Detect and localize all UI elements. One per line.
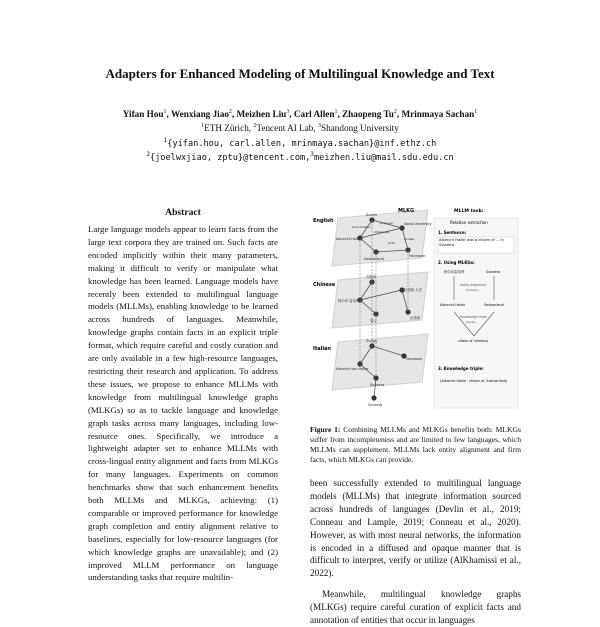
author-name: Meizhen Liu$^3$ [236, 109, 290, 120]
author-name: Wenxiang Jiao$^2$ [170, 109, 232, 120]
node-en-albrecht-label: Albrecht Haller [336, 237, 362, 241]
body-text [310, 477, 521, 627]
lang-english: English [313, 218, 334, 224]
edge-en-work-location: work location [352, 225, 371, 229]
node-it-svizzera-2-label: Svizzera [368, 403, 383, 407]
citizen-of-label: citizen of (relation) [458, 339, 489, 343]
node-zh-university-label: 汉诺威 大学 [404, 288, 423, 292]
author-name: Carl Allen$^1$ [293, 109, 338, 120]
task-subtitle: Relation extraction [450, 220, 488, 225]
node-it-zurigo-label: Zurigo [366, 339, 378, 343]
affiliation-name: ETH Zürich [204, 123, 249, 134]
body-paragraph-1: been successfully extended to multilingual language models (MLLMs) that integrate information sourced across hundreds of languages (Devlin et al., 2019; Conneau and Lample, 2019; Conneau et al., 2020). However, as with most neural networks, the information is encoded in a diffused and opaque manner that is difficult to interpret, verify or utilize (AlKhamissi et al., 2022). [310, 478, 521, 579]
step-2-label: 2. Using MLKGs: [438, 260, 475, 265]
paper-title: Adapters for Enhanced Modeling of Multilingual Knowledge and Text [105, 66, 495, 81]
node-it-hannover-label: Hannover [406, 357, 423, 361]
edge-en-located: located [404, 237, 415, 241]
affiliation-name: Tencent AI Lab [256, 123, 314, 134]
email-line-2: $^2${joelwxjiao, zptu}@tencent.com,$^3$meizhen.liu@mail.sdu.edu.cn [146, 151, 454, 163]
affiliation-name: Shandong University [321, 123, 399, 134]
figure-1 [310, 200, 520, 420]
node-en-zurich-label: Zurich [366, 213, 377, 217]
figure-caption: Figure 1: Combining MLLMs and MLKGs benefits both: MLKGs suffer from incompleteness and are limited to few languages, which MLLMs can supplement. MLLMs lack entity alignment and firm facts, which MLKGs can provide. [310, 425, 521, 464]
en-switzerland-label: Switzerland [484, 303, 504, 307]
alignment-sub-label: (hidden) [466, 288, 479, 292]
triple-text: (Albrecht Haller, citizen of, Switzerland) [440, 379, 508, 383]
figure-1-diagram [310, 200, 520, 420]
edge-en-birth: birth [388, 241, 395, 245]
author-name: Yifan Hou$^1$ [122, 109, 167, 120]
node-en-hannover-label: Hannover [409, 254, 426, 258]
email-line-1: $^1${yifan.hou, carl.allen, mrinmaya.sachan}@inf.ethz.ch [163, 137, 437, 149]
sentence-text: Albrecht Haller was a citizen of ... in Svizzera. [439, 238, 504, 247]
node-en-university-label: Swiss University [404, 222, 432, 226]
en-albrecht-label: Albrecht Haller [440, 303, 466, 307]
body-paragraph-2: Meanwhile, multilingual knowledge graphs (MLKGs) require careful curation of explicit facts and annotation of entities that occur in languages [310, 589, 521, 626]
step-1-label: 1. Sentence: [438, 230, 467, 235]
knowledge-triple-label: Knowledge triple [460, 315, 487, 319]
edge-en-employer: employer [380, 221, 394, 225]
node-zh-hannover-label: 汉诺威 [410, 316, 421, 320]
abstract-heading: Abstract [165, 207, 201, 218]
abstract-text: Large language models appear to learn facts from the large text corpora they are trained on. Such facts are encoded implicitly within their many parameters, making it difficult to verify or manipulate what knowledge has been learned. Language models have recently been extended to multilingual language models (MLLMs), enabling knowledge to be learned across hundreds of languages. Meanwhile, knowledge graphs contain facts in an explicit triple format, which require careful and costly curation and are only available in a few high-resource languages, restricting their research and application. To address these issues, we propose to enhance MLLMs with knowledge from multilingual knowledge graphs (MLKGs) so as to tackle language and knowledge graph tasks across many languages, including low-resource ones. Specifically, we introduce a lightweight adapter set to enhance MLLMs with cross-lingual entity alignment and facts from MLKGs for many languages. Experiments on common benchmarks show that such enhancement benefits both MLLMs and MLKGs, achieving: (1) comparable or improved performance for knowledge graph completion and entity alignment relative to baselines, especially for low-resource languages (for which knowledge graphs are unavailable); and (2) improved MLLM performance on language understanding tasks that require multilin- [88, 224, 278, 583]
node-zh-albrecht-label: 阿尔布 雷希特 [338, 299, 360, 303]
entity-alignment-label: entity alignment [460, 283, 487, 287]
node-en-switzerland-label: Switzerland [364, 257, 384, 261]
knowledge-triple-sub: (facts) [466, 320, 476, 324]
task-title: MLLM task: [454, 209, 484, 214]
edge-en-citizenship: citizenship [374, 230, 389, 234]
mlkg-title: MLKG [398, 208, 415, 214]
author-name: Mrinmaya Sachan$^1$ [401, 109, 478, 120]
author-name: Zhaopeng Tu$^2$ [342, 109, 397, 120]
node-it-svizzera-label: Svizzera [370, 383, 385, 387]
node-zh-zurich-label: 苏黎世 [366, 275, 377, 279]
step-3-label: 3. Knowledge triple: [438, 366, 484, 371]
affiliations: $^1$ETH Zürich, $^2$Tencent AI Lab, $^3$Shandong University [201, 123, 399, 134]
node-zh-switzerland-label: 瑞士 [370, 319, 377, 323]
italian-plane [332, 334, 428, 390]
node-it-albrecht-label: Albrecht von Haller [336, 367, 369, 371]
it-entity-label: Svizzera [486, 270, 501, 274]
lang-chinese: Chinese [313, 282, 336, 288]
zh-entity-label: 阿尔布雷希特 [444, 270, 465, 274]
lang-italian: Italian [313, 346, 331, 352]
author-list: Yifan Hou$^1$, Wenxiang Jiao$^2$, Meizhen Liu$^3$, Carl Allen$^1$, Zhaopeng Tu$^2$, Mrinmaya Sachan$^1$ [122, 109, 478, 120]
